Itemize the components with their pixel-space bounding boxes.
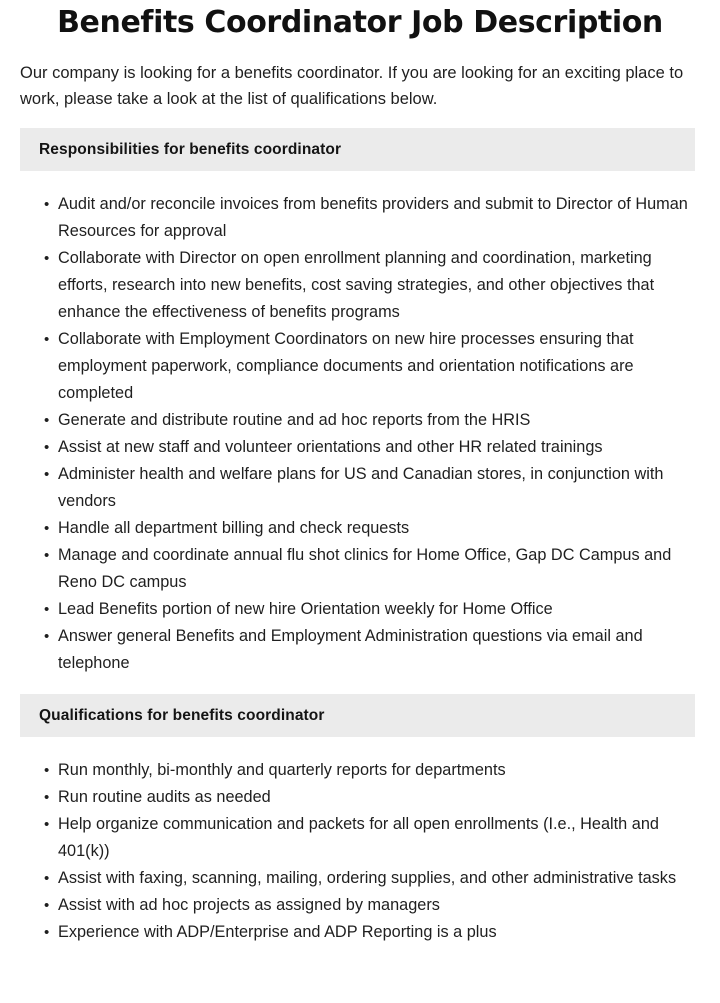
list-item-text: Assist with faxing, scanning, mailing, ordering supplies, and other administrative tasks [58,869,677,887]
list-item-text: Handle all department billing and check requests [58,519,410,537]
list-item-text: Experience with ADP/Enterprise and ADP Reporting is a plus [58,923,497,941]
list-item-text: Lead Benefits portion of new hire Orientation weekly for Home Office [58,600,553,618]
list-item [44,245,696,326]
qualifications-list [20,757,696,946]
list-item [44,623,696,677]
list-item [44,865,696,892]
section-header-responsibilities [20,128,695,171]
list-item-text: Collaborate with Director on open enrollment planning and coordination, marketing efforts, research into new benefits, cost saving strategies, and other objectives that enhance the effectiveness of benefits programs [58,249,655,321]
responsibilities-list [20,191,696,677]
list-item-text: Run routine audits as needed [58,788,271,806]
list-item-text: Assist with ad hoc projects as assigned by managers [58,896,440,914]
bullet-icon: • [44,439,50,456]
list-item [44,434,696,461]
list-item [44,191,696,245]
list-item-text: Manage and coordinate annual flu shot clinics for Home Office, Gap DC Campus and Reno DC campus [58,546,672,591]
list-item [44,326,696,407]
list-item-text: Answer general Benefits and Employment Administration questions via email and telephone [58,627,643,672]
bullet-icon: • [44,196,50,213]
page-title: Benefits Coordinator Job Description [57,5,663,40]
list-item [44,784,696,811]
bullet-icon: • [44,331,50,348]
list-item [44,461,696,515]
bullet-icon: • [44,547,50,564]
bullet-icon: • [44,412,50,429]
list-item-text: Help organize communication and packets for all open enrollments (I.e., Health and 401(k)) [58,815,659,860]
list-item [44,596,696,623]
list-item [44,542,696,596]
bullet-icon: • [44,250,50,267]
section-header-qualifications [20,694,695,737]
bullet-icon: • [44,870,50,887]
bullet-icon: • [44,520,50,537]
list-item-text: Generate and distribute routine and ad hoc reports from the HRIS [58,411,531,429]
intro-paragraph: Our company is looking for a benefits coordinator. If you are looking for an exciting place to work, please take a look at the list of qualifications below. [20,64,684,108]
section-heading-text: Qualifications for benefits coordinator [39,707,325,724]
bullet-icon: • [44,601,50,618]
bullet-icon: • [44,816,50,833]
list-item [44,515,696,542]
bullet-icon: • [44,762,50,779]
list-item [44,407,696,434]
bullet-icon: • [44,897,50,914]
bullet-icon: • [44,466,50,483]
list-item-text: Assist at new staff and volunteer orientations and other HR related trainings [58,438,603,456]
list-item-text: Collaborate with Employment Coordinators on new hire processes ensuring that employment paperwork, compliance documents and orientation notifications are completed [58,330,634,402]
list-item [44,757,696,784]
bullet-icon: • [44,628,50,645]
bullet-icon: • [44,789,50,806]
list-item-text: Administer health and welfare plans for US and Canadian stores, in conjunction with vendors [58,465,664,510]
section-heading-text: Responsibilities for benefits coordinator [39,141,342,158]
list-item [44,919,696,946]
list-item [44,892,696,919]
list-item-text: Run monthly, bi-monthly and quarterly reports for departments [58,761,506,779]
list-item [44,811,696,865]
list-item-text: Audit and/or reconcile invoices from benefits providers and submit to Director of Human Resources for approval [58,195,688,240]
bullet-icon: • [44,924,50,941]
